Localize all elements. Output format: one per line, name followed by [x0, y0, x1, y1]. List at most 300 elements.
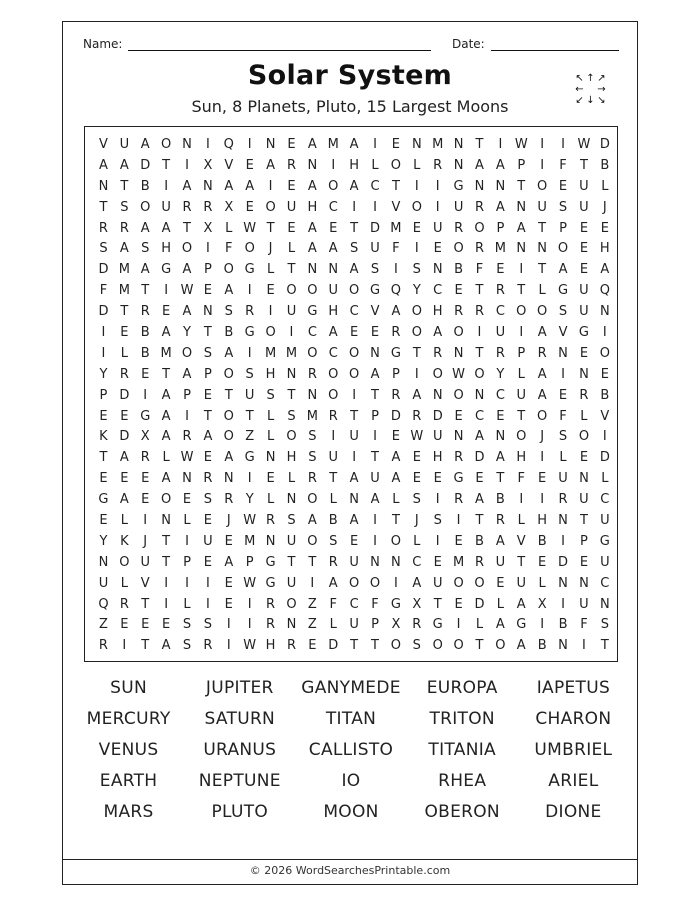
grid-cell[interactable]: L: [392, 492, 400, 508]
grid-cell[interactable]: W: [243, 575, 257, 591]
grid-cell[interactable]: U: [516, 575, 527, 591]
grid-cell[interactable]: G: [453, 178, 464, 194]
grid-cell[interactable]: B: [600, 157, 610, 173]
grid-cell[interactable]: O: [453, 638, 464, 654]
grid-cell[interactable]: I: [540, 450, 545, 466]
grid-cell[interactable]: F: [225, 241, 233, 257]
grid-cell[interactable]: R: [391, 325, 401, 341]
grid-cell[interactable]: H: [349, 157, 360, 173]
grid-cell[interactable]: N: [182, 137, 192, 152]
grid-cell[interactable]: N: [349, 492, 359, 508]
grid-cell[interactable]: G: [599, 533, 610, 549]
grid-cell[interactable]: F: [559, 157, 567, 173]
grid-cell[interactable]: E: [120, 408, 129, 424]
grid-cell[interactable]: P: [496, 220, 505, 236]
grid-cell[interactable]: A: [98, 157, 108, 173]
grid-cell[interactable]: I: [164, 283, 169, 299]
grid-cell[interactable]: R: [203, 638, 213, 654]
grid-cell[interactable]: O: [349, 345, 360, 361]
grid-cell[interactable]: T: [433, 596, 442, 612]
grid-cell[interactable]: E: [454, 408, 463, 424]
grid-cell[interactable]: I: [205, 596, 210, 612]
grid-cell[interactable]: Z: [245, 429, 255, 445]
grid-cell[interactable]: O: [369, 575, 381, 591]
grid-cell[interactable]: K: [99, 429, 108, 445]
grid-cell[interactable]: R: [245, 304, 255, 320]
grid-cell[interactable]: O: [307, 533, 318, 549]
grid-cell[interactable]: O: [223, 262, 234, 278]
grid-cell[interactable]: U: [579, 283, 589, 299]
grid-cell[interactable]: I: [226, 617, 231, 633]
grid-cell[interactable]: E: [329, 220, 338, 236]
grid-cell[interactable]: U: [432, 220, 443, 236]
grid-cell[interactable]: O: [349, 283, 360, 299]
grid-cell[interactable]: S: [245, 366, 254, 382]
grid-cell[interactable]: T: [475, 345, 484, 361]
grid-cell[interactable]: B: [475, 533, 484, 549]
grid-cell[interactable]: N: [307, 157, 318, 173]
grid-cell[interactable]: U: [328, 450, 338, 466]
grid-cell[interactable]: I: [310, 575, 315, 591]
grid-cell[interactable]: I: [185, 408, 189, 424]
grid-cell[interactable]: G: [244, 262, 255, 278]
grid-cell[interactable]: S: [203, 617, 213, 633]
grid-cell[interactable]: E: [203, 513, 212, 529]
grid-cell[interactable]: A: [475, 157, 484, 173]
grid-cell[interactable]: I: [373, 533, 377, 549]
grid-cell[interactable]: T: [475, 513, 484, 529]
grid-cell[interactable]: A: [370, 366, 380, 382]
grid-cell[interactable]: S: [266, 387, 275, 403]
grid-cell[interactable]: A: [495, 450, 505, 466]
grid-cell[interactable]: I: [540, 137, 545, 152]
grid-cell[interactable]: I: [352, 387, 357, 403]
grid-cell[interactable]: O: [119, 554, 130, 570]
grid-cell[interactable]: E: [224, 575, 233, 591]
grid-cell[interactable]: U: [349, 617, 359, 633]
grid-cell[interactable]: O: [453, 387, 464, 403]
grid-cell[interactable]: W: [452, 366, 466, 382]
grid-cell[interactable]: I: [226, 638, 231, 654]
grid-cell[interactable]: O: [181, 345, 193, 361]
grid-cell[interactable]: P: [203, 262, 212, 278]
grid-cell[interactable]: W: [180, 283, 194, 299]
grid-cell[interactable]: I: [143, 387, 148, 403]
grid-cell[interactable]: T: [141, 638, 150, 654]
grid-cell[interactable]: A: [182, 178, 192, 194]
grid-cell[interactable]: U: [328, 283, 338, 299]
grid-cell[interactable]: O: [474, 220, 485, 236]
grid-cell[interactable]: T: [600, 638, 609, 654]
grid-cell[interactable]: X: [412, 596, 422, 612]
grid-cell[interactable]: E: [141, 617, 150, 633]
grid-cell[interactable]: T: [329, 471, 338, 487]
grid-cell[interactable]: E: [308, 638, 317, 654]
grid-cell[interactable]: F: [475, 262, 484, 278]
grid-cell[interactable]: N: [370, 554, 380, 570]
grid-cell[interactable]: S: [558, 429, 568, 445]
grid-cell[interactable]: P: [183, 554, 191, 570]
grid-cell[interactable]: O: [223, 366, 234, 382]
grid-cell[interactable]: T: [517, 178, 526, 194]
grid-cell[interactable]: C: [328, 199, 338, 215]
grid-cell[interactable]: S: [120, 199, 129, 215]
grid-cell[interactable]: T: [538, 220, 547, 236]
grid-cell[interactable]: U: [286, 575, 297, 591]
grid-cell[interactable]: A: [328, 325, 338, 341]
grid-cell[interactable]: I: [393, 575, 398, 591]
grid-cell[interactable]: I: [164, 178, 169, 194]
grid-cell[interactable]: A: [558, 262, 568, 278]
grid-cell[interactable]: T: [245, 408, 254, 424]
grid-cell[interactable]: A: [391, 471, 401, 487]
grid-cell[interactable]: S: [350, 241, 359, 257]
grid-cell[interactable]: O: [223, 408, 234, 424]
grid-cell[interactable]: A: [161, 325, 171, 341]
grid-cell[interactable]: D: [98, 304, 109, 320]
grid-cell[interactable]: I: [602, 429, 607, 445]
grid-cell[interactable]: I: [414, 178, 419, 194]
grid-cell[interactable]: E: [454, 533, 463, 549]
grid-cell[interactable]: N: [203, 304, 213, 320]
grid-cell[interactable]: E: [579, 450, 589, 466]
grid-cell[interactable]: U: [244, 387, 255, 403]
grid-cell[interactable]: A: [161, 429, 171, 445]
grid-cell[interactable]: A: [307, 220, 317, 236]
grid-cell[interactable]: M: [327, 137, 339, 152]
grid-cell[interactable]: A: [600, 262, 610, 278]
grid-cell[interactable]: E: [579, 241, 589, 257]
grid-cell[interactable]: E: [182, 492, 192, 508]
grid-cell[interactable]: A: [224, 554, 234, 570]
date-field[interactable]: [452, 36, 619, 51]
grid-cell[interactable]: R: [119, 596, 129, 612]
grid-cell[interactable]: R: [119, 220, 129, 236]
grid-cell[interactable]: O: [453, 241, 464, 257]
grid-cell[interactable]: I: [205, 137, 210, 152]
grid-cell[interactable]: I: [268, 304, 273, 320]
grid-cell[interactable]: U: [349, 429, 359, 445]
grid-cell[interactable]: P: [99, 387, 108, 403]
grid-cell[interactable]: O: [516, 429, 527, 445]
grid-cell[interactable]: H: [599, 241, 610, 257]
grid-cell[interactable]: S: [370, 262, 380, 278]
grid-cell[interactable]: E: [162, 304, 171, 320]
grid-cell[interactable]: O: [557, 241, 569, 257]
grid-cell[interactable]: E: [496, 575, 505, 591]
grid-cell[interactable]: R: [495, 513, 505, 529]
grid-cell[interactable]: E: [350, 325, 359, 341]
grid-cell[interactable]: N: [474, 178, 485, 194]
grid-cell[interactable]: U: [600, 554, 610, 570]
grid-cell[interactable]: G: [516, 617, 527, 633]
grid-cell[interactable]: A: [495, 157, 505, 173]
grid-cell[interactable]: E: [558, 387, 568, 403]
grid-cell[interactable]: D: [474, 596, 485, 612]
grid-cell[interactable]: N: [265, 450, 276, 466]
grid-cell[interactable]: E: [224, 596, 233, 612]
grid-cell[interactable]: M: [285, 345, 298, 361]
grid-cell[interactable]: N: [537, 241, 548, 257]
grid-cell[interactable]: F: [580, 617, 588, 633]
grid-cell[interactable]: O: [537, 408, 548, 424]
grid-cell[interactable]: N: [286, 366, 297, 382]
grid-cell[interactable]: T: [308, 554, 317, 570]
grid-cell[interactable]: D: [558, 554, 569, 570]
grid-cell[interactable]: I: [540, 617, 545, 633]
grid-cell[interactable]: N: [495, 429, 506, 445]
grid-cell[interactable]: A: [495, 617, 505, 633]
grid-cell[interactable]: A: [516, 596, 526, 612]
grid-cell[interactable]: B: [454, 262, 464, 278]
grid-cell[interactable]: T: [162, 157, 171, 173]
grid-cell[interactable]: U: [286, 533, 297, 549]
grid-cell[interactable]: E: [266, 471, 275, 487]
grid-cell[interactable]: E: [245, 199, 254, 215]
grid-cell[interactable]: R: [203, 471, 213, 487]
grid-cell[interactable]: O: [349, 575, 360, 591]
grid-cell[interactable]: U: [579, 304, 589, 320]
grid-cell[interactable]: U: [495, 325, 506, 341]
grid-cell[interactable]: L: [371, 157, 379, 173]
grid-cell[interactable]: I: [373, 429, 377, 445]
grid-cell[interactable]: E: [454, 596, 463, 612]
grid-cell[interactable]: I: [519, 492, 524, 508]
grid-cell[interactable]: L: [496, 596, 504, 612]
grid-cell[interactable]: N: [98, 178, 109, 194]
grid-cell[interactable]: E: [203, 450, 212, 466]
grid-cell[interactable]: L: [120, 513, 128, 529]
grid-cell[interactable]: I: [373, 137, 377, 152]
grid-cell[interactable]: N: [182, 471, 192, 487]
grid-cell[interactable]: R: [391, 387, 401, 403]
grid-cell[interactable]: Y: [245, 492, 254, 508]
grid-cell[interactable]: O: [328, 366, 339, 382]
grid-cell[interactable]: I: [205, 241, 210, 257]
grid-cell[interactable]: N: [307, 387, 318, 403]
grid-cell[interactable]: G: [307, 304, 318, 320]
grid-cell[interactable]: N: [161, 513, 171, 529]
grid-cell[interactable]: R: [474, 554, 484, 570]
grid-cell[interactable]: L: [517, 366, 525, 382]
grid-cell[interactable]: O: [453, 575, 464, 591]
grid-cell[interactable]: O: [411, 325, 422, 341]
grid-cell[interactable]: E: [496, 408, 505, 424]
grid-cell[interactable]: S: [203, 345, 213, 361]
grid-cell[interactable]: O: [307, 345, 318, 361]
grid-cell[interactable]: T: [412, 345, 421, 361]
grid-cell[interactable]: U: [286, 199, 297, 215]
grid-cell[interactable]: W: [243, 220, 257, 236]
grid-cell[interactable]: D: [599, 450, 610, 466]
grid-cell[interactable]: U: [98, 575, 109, 591]
grid-cell[interactable]: E: [391, 137, 401, 152]
grid-cell[interactable]: Y: [183, 325, 191, 341]
grid-cell[interactable]: B: [140, 178, 150, 194]
grid-cell[interactable]: U: [579, 178, 589, 194]
grid-cell[interactable]: A: [495, 199, 505, 215]
grid-cell[interactable]: G: [98, 492, 109, 508]
grid-cell[interactable]: O: [223, 429, 234, 445]
grid-cell[interactable]: A: [182, 262, 192, 278]
grid-cell[interactable]: X: [203, 157, 213, 173]
grid-cell[interactable]: R: [412, 617, 422, 633]
grid-cell[interactable]: F: [99, 283, 108, 299]
grid-cell[interactable]: L: [329, 617, 337, 633]
grid-cell[interactable]: Y: [99, 533, 108, 549]
grid-cell[interactable]: L: [225, 220, 233, 236]
grid-cell[interactable]: J: [143, 533, 148, 549]
grid-cell[interactable]: A: [475, 492, 484, 508]
grid-cell[interactable]: X: [140, 429, 150, 445]
grid-cell[interactable]: T: [183, 220, 191, 236]
grid-cell[interactable]: T: [141, 596, 150, 612]
grid-cell[interactable]: T: [224, 387, 233, 403]
grid-cell[interactable]: R: [98, 638, 108, 654]
grid-cell[interactable]: I: [331, 157, 336, 173]
grid-cell[interactable]: I: [519, 262, 524, 278]
grid-cell[interactable]: O: [411, 304, 422, 320]
grid-cell[interactable]: A: [307, 137, 317, 152]
grid-cell[interactable]: H: [537, 513, 548, 529]
grid-cell[interactable]: N: [474, 387, 485, 403]
grid-cell[interactable]: G: [161, 262, 172, 278]
grid-cell[interactable]: L: [266, 429, 275, 445]
grid-cell[interactable]: N: [579, 575, 589, 591]
grid-cell[interactable]: I: [247, 596, 252, 612]
grid-cell[interactable]: C: [349, 596, 359, 612]
grid-cell[interactable]: B: [140, 345, 150, 361]
grid-cell[interactable]: E: [454, 283, 463, 299]
grid-cell[interactable]: D: [119, 429, 130, 445]
grid-cell[interactable]: C: [600, 492, 610, 508]
grid-cell[interactable]: T: [517, 554, 526, 570]
grid-cell[interactable]: E: [224, 533, 233, 549]
grid-cell[interactable]: O: [244, 241, 255, 257]
grid-cell[interactable]: A: [224, 450, 234, 466]
grid-cell[interactable]: Y: [99, 366, 108, 382]
grid-cell[interactable]: E: [370, 325, 380, 341]
grid-cell[interactable]: G: [432, 617, 443, 633]
grid-cell[interactable]: P: [203, 366, 212, 382]
grid-cell[interactable]: X: [224, 199, 234, 215]
grid-cell[interactable]: E: [99, 471, 108, 487]
grid-cell[interactable]: P: [371, 617, 379, 633]
grid-cell[interactable]: R: [182, 199, 192, 215]
grid-cell[interactable]: I: [205, 575, 210, 591]
grid-cell[interactable]: G: [244, 325, 255, 341]
grid-cell[interactable]: T: [350, 220, 359, 236]
grid-cell[interactable]: I: [435, 533, 440, 549]
grid-cell[interactable]: E: [141, 471, 150, 487]
grid-cell[interactable]: R: [98, 220, 108, 236]
grid-cell[interactable]: A: [328, 575, 338, 591]
grid-cell[interactable]: O: [265, 325, 276, 341]
grid-cell[interactable]: N: [223, 471, 234, 487]
grid-cell[interactable]: A: [161, 387, 171, 403]
grid-cell[interactable]: O: [474, 366, 485, 382]
grid-cell[interactable]: G: [558, 283, 569, 299]
grid-cell[interactable]: O: [411, 199, 422, 215]
grid-cell[interactable]: D: [370, 220, 381, 236]
grid-cell[interactable]: R: [454, 304, 464, 320]
grid-cell[interactable]: O: [286, 429, 297, 445]
grid-cell[interactable]: G: [390, 596, 401, 612]
grid-cell[interactable]: T: [99, 450, 108, 466]
grid-cell[interactable]: I: [331, 429, 336, 445]
grid-cell[interactable]: S: [558, 304, 568, 320]
grid-cell[interactable]: L: [538, 575, 546, 591]
grid-cell[interactable]: O: [265, 199, 276, 215]
grid-cell[interactable]: I: [456, 617, 461, 633]
grid-cell[interactable]: N: [453, 429, 464, 445]
grid-cell[interactable]: S: [412, 492, 421, 508]
grid-cell[interactable]: E: [391, 429, 401, 445]
grid-cell[interactable]: I: [561, 596, 565, 612]
grid-cell[interactable]: I: [247, 283, 252, 299]
grid-cell[interactable]: R: [266, 513, 276, 529]
grid-cell[interactable]: G: [265, 575, 276, 591]
grid-cell[interactable]: A: [328, 241, 338, 257]
grid-cell[interactable]: I: [101, 345, 106, 361]
grid-cell[interactable]: W: [180, 450, 194, 466]
grid-cell[interactable]: V: [391, 199, 401, 215]
grid-cell[interactable]: I: [101, 325, 106, 341]
grid-cell[interactable]: T: [287, 262, 296, 278]
grid-cell[interactable]: L: [266, 408, 275, 424]
grid-cell[interactable]: N: [579, 471, 589, 487]
grid-cell[interactable]: W: [514, 137, 528, 152]
grid-cell[interactable]: X: [391, 617, 401, 633]
grid-cell[interactable]: I: [435, 199, 440, 215]
grid-cell[interactable]: T: [99, 199, 108, 215]
grid-cell[interactable]: R: [307, 471, 317, 487]
grid-cell[interactable]: N: [453, 137, 464, 152]
grid-cell[interactable]: M: [390, 220, 402, 236]
grid-cell[interactable]: E: [433, 471, 442, 487]
grid-cell[interactable]: E: [120, 325, 129, 341]
grid-cell[interactable]: B: [600, 387, 610, 403]
grid-cell[interactable]: M: [160, 345, 172, 361]
grid-cell[interactable]: H: [432, 450, 443, 466]
grid-cell[interactable]: O: [474, 575, 485, 591]
grid-cell[interactable]: E: [245, 157, 254, 173]
grid-cell[interactable]: E: [538, 471, 547, 487]
grid-cell[interactable]: R: [579, 387, 589, 403]
grid-cell[interactable]: I: [247, 345, 252, 361]
grid-cell[interactable]: N: [391, 554, 401, 570]
grid-cell[interactable]: B: [328, 513, 338, 529]
grid-cell[interactable]: S: [329, 533, 338, 549]
grid-cell[interactable]: A: [495, 533, 505, 549]
grid-cell[interactable]: Z: [307, 596, 317, 612]
grid-cell[interactable]: O: [578, 429, 590, 445]
grid-cell[interactable]: T: [162, 366, 171, 382]
grid-cell[interactable]: L: [329, 492, 337, 508]
grid-cell[interactable]: P: [245, 554, 254, 570]
grid-cell[interactable]: U: [140, 554, 150, 570]
grid-cell[interactable]: A: [161, 220, 171, 236]
grid-cell[interactable]: E: [579, 262, 589, 278]
grid-cell[interactable]: O: [537, 178, 548, 194]
grid-cell[interactable]: L: [266, 492, 275, 508]
grid-cell[interactable]: D: [140, 157, 151, 173]
grid-cell[interactable]: T: [538, 262, 547, 278]
grid-cell[interactable]: T: [579, 513, 588, 529]
grid-cell[interactable]: H: [328, 304, 339, 320]
grid-cell[interactable]: N: [265, 137, 276, 152]
grid-cell[interactable]: V: [224, 157, 234, 173]
